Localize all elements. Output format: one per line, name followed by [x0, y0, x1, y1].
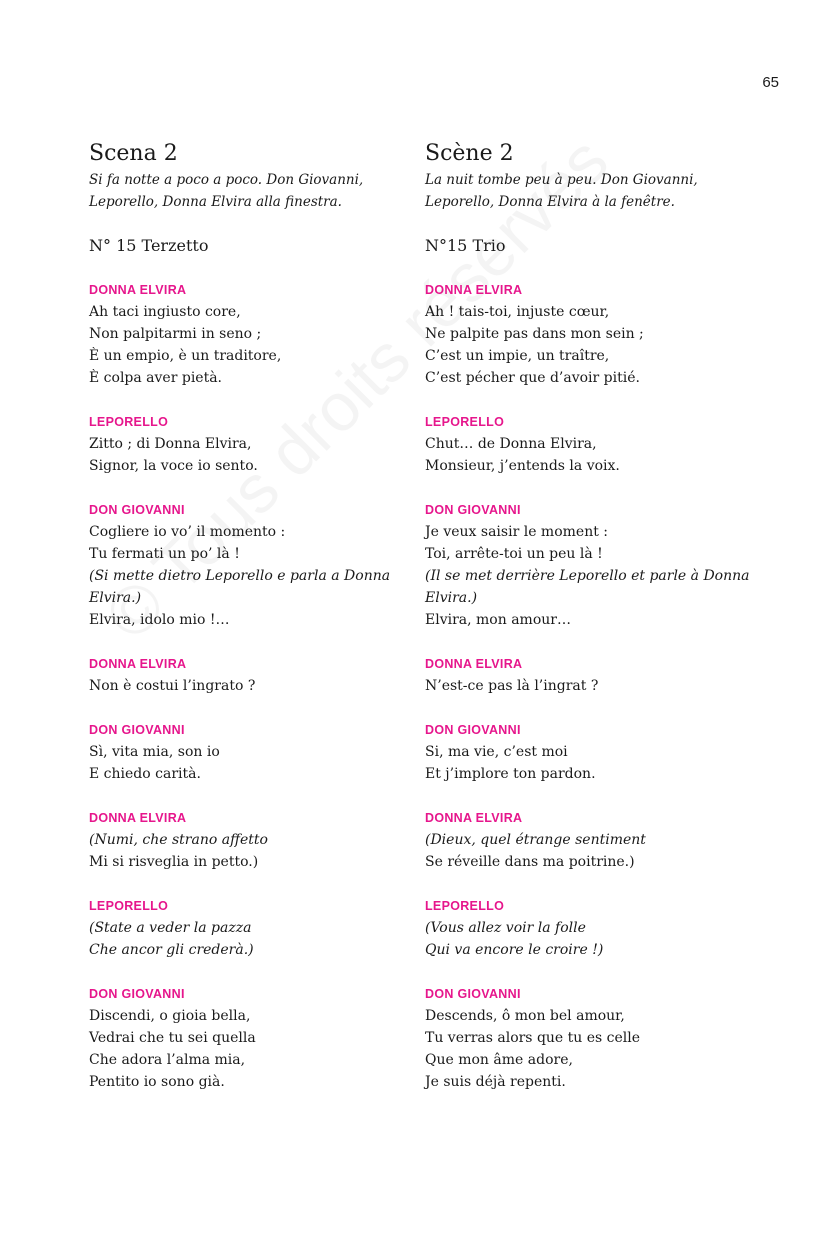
dialogue-blocks: [425, 279, 755, 1093]
speaker-name: DONNA ELVIRA: [89, 283, 187, 297]
speaker-name: DON GIOVANNI: [89, 503, 185, 517]
verse-line: Signor, la voce io sento.: [89, 458, 258, 474]
speaker-name: DON GIOVANNI: [89, 987, 185, 1001]
dialogue-block: [425, 499, 755, 631]
dialogue-block: [89, 279, 419, 389]
scene-title: Scène 2: [425, 141, 514, 166]
stage-direction-line: (Numi, che strano affetto: [89, 832, 268, 848]
stage-direction-line: (Vous allez voir la folle: [425, 920, 586, 936]
verse-line: Descends, ô mon bel amour,: [425, 1008, 625, 1024]
speaker-name: LEPORELLO: [89, 415, 169, 429]
verse-line: Che adora l’alma mia,: [89, 1052, 246, 1068]
verse-line: Ah ! tais-toi, injuste cœur,: [425, 304, 610, 320]
dialogue-block: [425, 279, 755, 389]
dialogue-block: [89, 653, 419, 697]
stage-direction-line: Qui va encore le croire !): [425, 942, 604, 958]
verse-line: È un empio, è un traditore,: [89, 348, 282, 364]
dialogue-block: [89, 983, 419, 1093]
speaker-name: DON GIOVANNI: [425, 987, 521, 1001]
verse-line: Monsieur, j’entends la voix.: [425, 458, 620, 474]
number-title: N° 15 Terzetto: [89, 236, 209, 255]
verse-line: Tu verras alors que tu es celle: [425, 1030, 641, 1046]
verse-line: È colpa aver pietà.: [89, 370, 223, 386]
verse-line: Elvira, idolo mio !…: [89, 612, 230, 628]
verse-line: Si, ma vie, c’est moi: [425, 744, 568, 760]
dialogue-block: [425, 983, 755, 1093]
speaker-name: LEPORELLO: [425, 899, 505, 913]
verse-line: Non palpitarmi in seno ;: [89, 326, 262, 342]
verse-line: Elvira, mon amour…: [425, 612, 571, 628]
speaker-name: DON GIOVANNI: [425, 503, 521, 517]
verse-line: Zitto ; di Donna Elvira,: [89, 436, 252, 452]
dialogue-block: [89, 499, 419, 631]
verse-line: Je suis déjà repenti.: [425, 1074, 566, 1090]
speaker-name: DONNA ELVIRA: [425, 811, 523, 825]
scene-description-line: La nuit tombe peu à peu. Don Giovanni,: [425, 172, 698, 188]
verse-line: Pentito io sono già.: [89, 1074, 225, 1090]
verse-line: Non è costui l’ingrato ?: [89, 678, 256, 694]
stage-direction-line: (State a veder la pazza: [89, 920, 252, 936]
verse-line: Discendi, o gioia bella,: [89, 1008, 251, 1024]
dialogue-block: [89, 411, 419, 477]
verse-line: Vedrai che tu sei quella: [89, 1030, 256, 1046]
dialogue-block: [425, 719, 755, 785]
verse-line: Je veux saisir le moment :: [425, 524, 609, 540]
stage-direction-line: (Dieux, quel étrange sentiment: [425, 832, 646, 848]
dialogue-block: [89, 719, 419, 785]
speaker-name: DON GIOVANNI: [89, 723, 185, 737]
scene-description-line: Leporello, Donna Elvira alla finestra.: [89, 194, 342, 210]
italian-column: [89, 139, 419, 1093]
verse-line: N’est-ce pas là l’ingrat ?: [425, 678, 599, 694]
dialogue-block: [425, 895, 755, 961]
verse-line: Chut… de Donna Elvira,: [425, 436, 597, 452]
speaker-name: DONNA ELVIRA: [89, 811, 187, 825]
dialogue-block: [425, 653, 755, 697]
verse-line: Se réveille dans ma poitrine.): [425, 854, 635, 870]
dialogue-block: [425, 807, 755, 873]
verse-line: Ne palpite pas dans mon sein ;: [425, 326, 644, 342]
dialogue-blocks: [89, 279, 419, 1093]
verse-line: Mi si risveglia in petto.): [89, 854, 259, 870]
speaker-name: DONNA ELVIRA: [425, 657, 523, 671]
scene-description-line: Si fa notte a poco a poco. Don Giovanni,: [89, 172, 364, 188]
verse-line: E chiedo carità.: [89, 766, 201, 782]
verse-line: C’est pécher que d’avoir pitié.: [425, 370, 640, 386]
dialogue-block: [89, 807, 419, 873]
speaker-name: DONNA ELVIRA: [89, 657, 187, 671]
stage-direction-line: (Il se met derrière Leporello et parle à Donna Elvira.): [425, 568, 750, 606]
number-title: N°15 Trio: [425, 236, 506, 255]
verse-line: C’est un impie, un traître,: [425, 348, 610, 364]
speaker-name: DONNA ELVIRA: [425, 283, 523, 297]
speaker-name: LEPORELLO: [425, 415, 505, 429]
verse-line: Et j’implore ton pardon.: [425, 766, 596, 782]
stage-direction-line: (Si mette dietro Leporello e parla a Donna Elvira.): [89, 568, 391, 606]
verse-line: Ah taci ingiusto core,: [89, 304, 241, 320]
page-number: 65: [762, 74, 779, 91]
french-column: [425, 139, 755, 1093]
scene-title: Scena 2: [89, 141, 178, 166]
verse-line: Tu fermati un po’ là !: [89, 546, 240, 562]
verse-line: Toi, arrête-toi un peu là !: [425, 546, 603, 562]
dialogue-block: [89, 895, 419, 961]
stage-direction-line: Che ancor gli crederà.): [89, 942, 254, 958]
speaker-name: LEPORELLO: [89, 899, 169, 913]
verse-line: Cogliere io vo’ il momento :: [89, 524, 286, 540]
speaker-name: DON GIOVANNI: [425, 723, 521, 737]
scene-description-line: Leporello, Donna Elvira à la fenêtre.: [425, 194, 675, 210]
dialogue-block: [425, 411, 755, 477]
verse-line: Sì, vita mia, son io: [89, 744, 220, 760]
verse-line: Que mon âme adore,: [425, 1052, 573, 1068]
